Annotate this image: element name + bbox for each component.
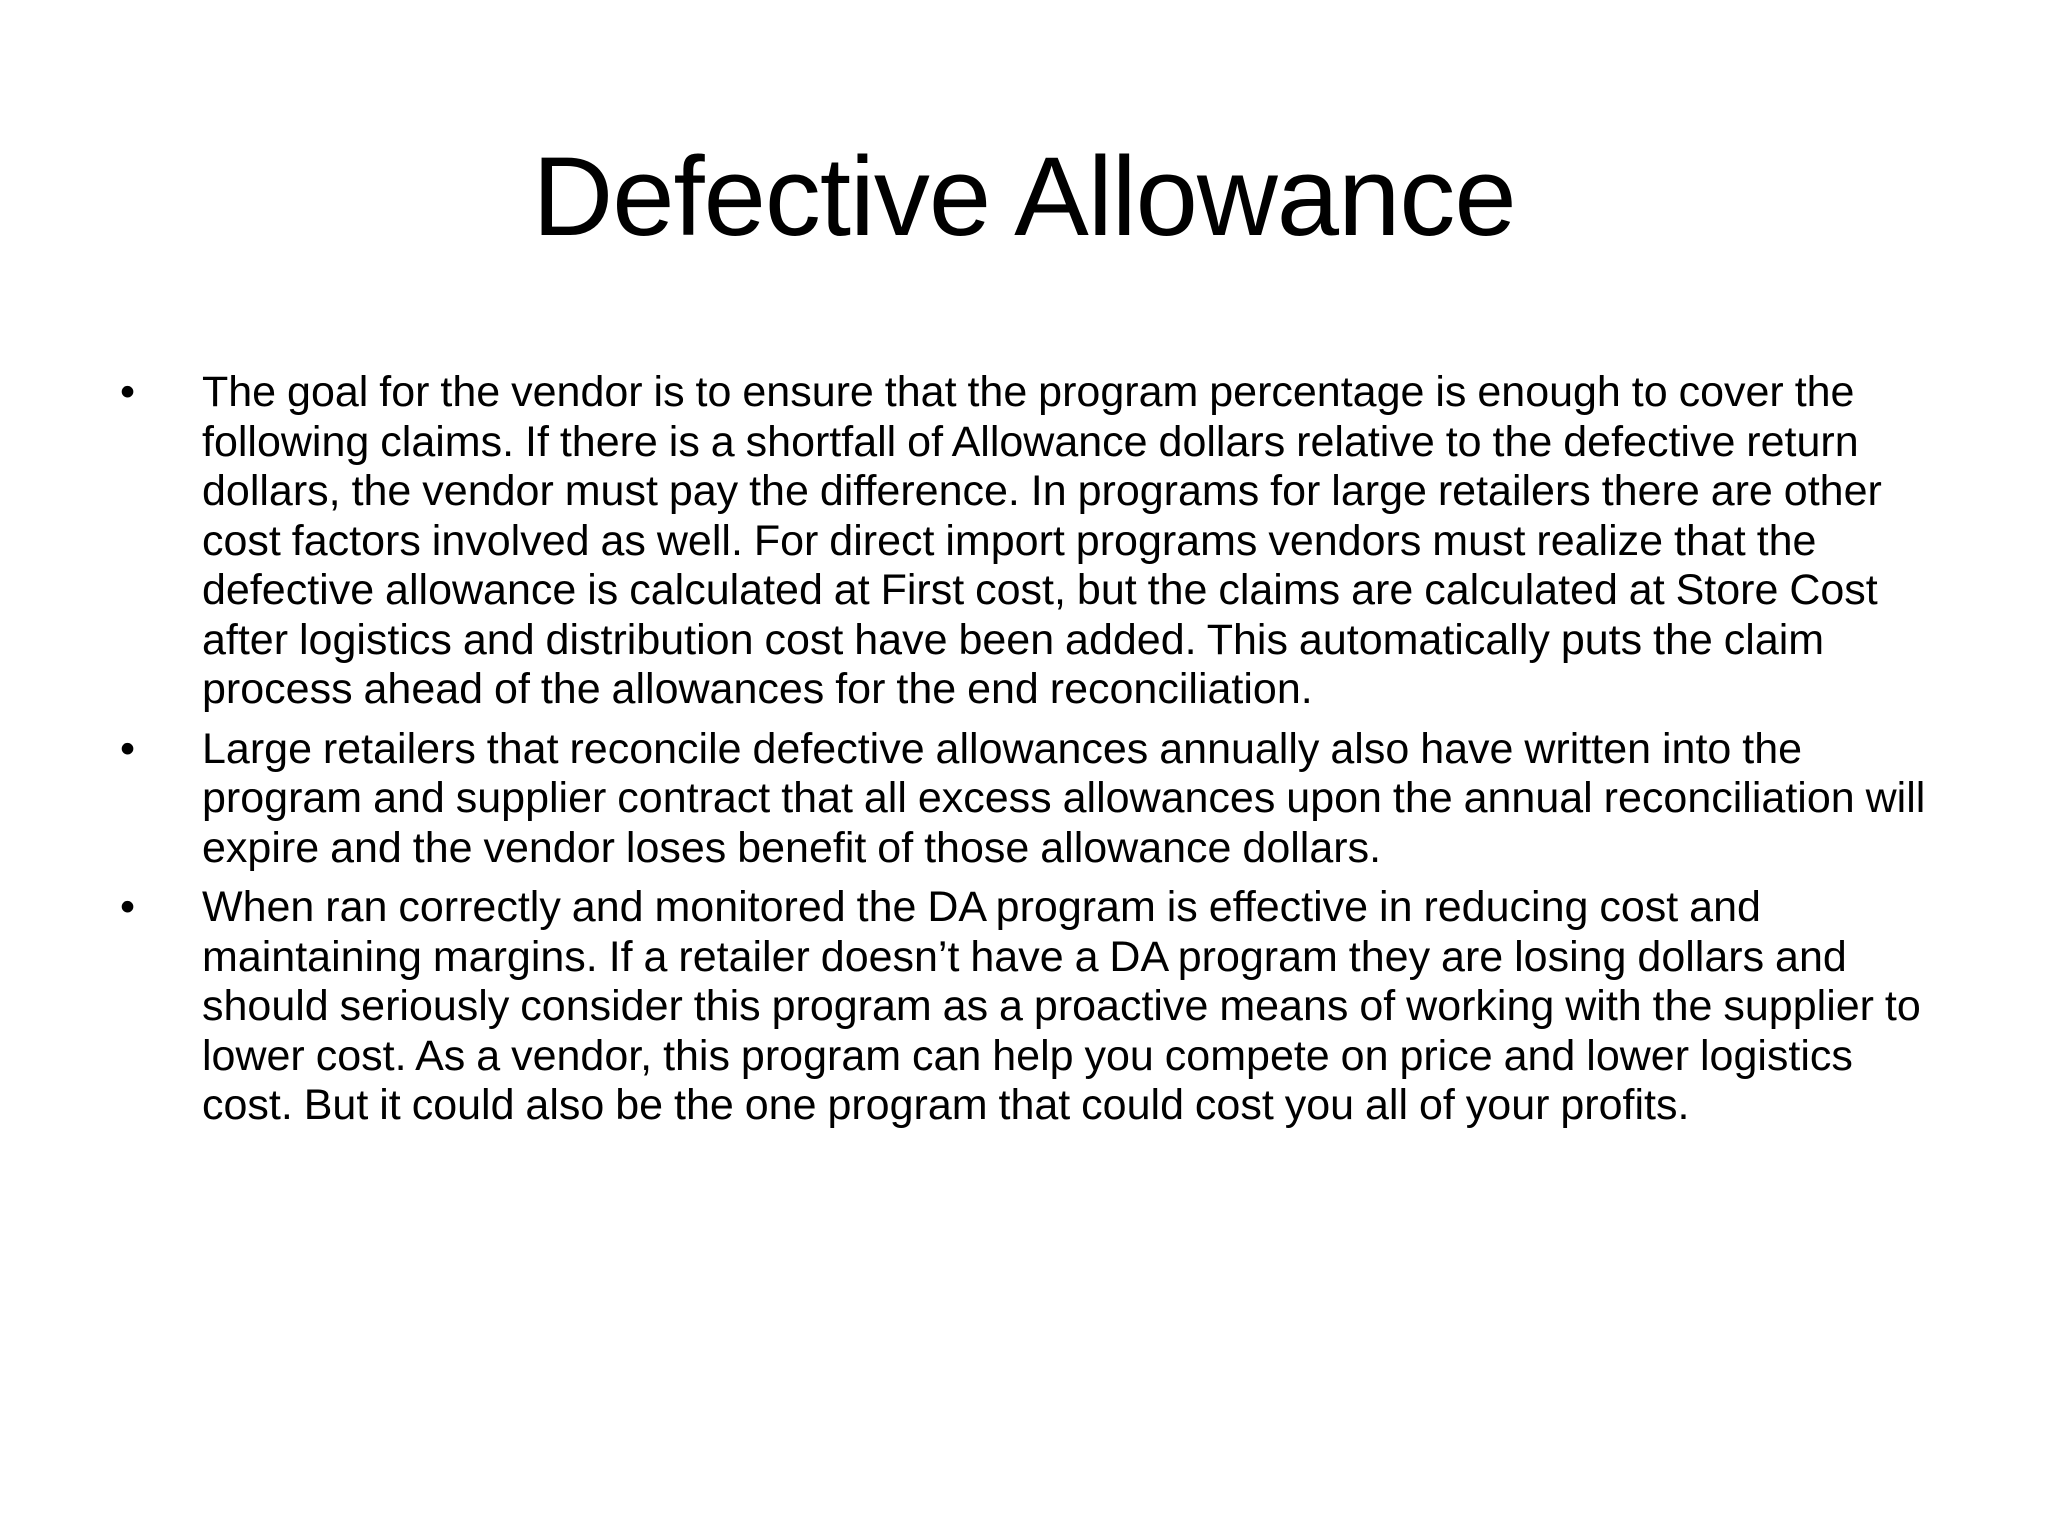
- bullet-item: [120, 883, 1940, 1131]
- bullet-item: [120, 725, 1940, 874]
- slide-title: Defective Allowance: [532, 134, 1516, 259]
- bullet-marker: •: [120, 368, 136, 416]
- bullet-text: The goal for the vendor is to ensure that the program percentage is enough to cover the following claims. If there is a shortfall of Allowance dollars relative to the defective return dollars, the vendor must pay the difference. In programs for large retailers there are other cost factors involved as well. For direct import programs vendors must realize that the defective allowance is calculated at First cost, but the claims are calculated at Store Cost after logistics and distribution cost have been added. This automatically puts the claim process ahead of the allowances for the end reconciliation.: [202, 368, 1882, 713]
- bullet-item: [120, 368, 1940, 715]
- bullet-marker: •: [120, 724, 136, 773]
- bullet-marker: •: [120, 883, 136, 931]
- bullet-text: Large retailers that reconcile defective allowances annually also have written into the program and supplier contract that all excess allowances upon the annual reconciliation will expire and the vendor loses benefit of those allowance dollars.: [202, 724, 1926, 872]
- bullet-list: [120, 368, 1940, 1141]
- bullet-text: When ran correctly and monitored the DA program is effective in reducing cost and maintaining margins. If a retailer doesn’t have a DA program they are losing dollars and should seriously consider this program as a proactive means of working with the supplier to lower cost. As a vendor, this program can help you compete on price and lower logistics cost. But it could also be the one program that could cost you all of your profits.: [202, 883, 1921, 1129]
